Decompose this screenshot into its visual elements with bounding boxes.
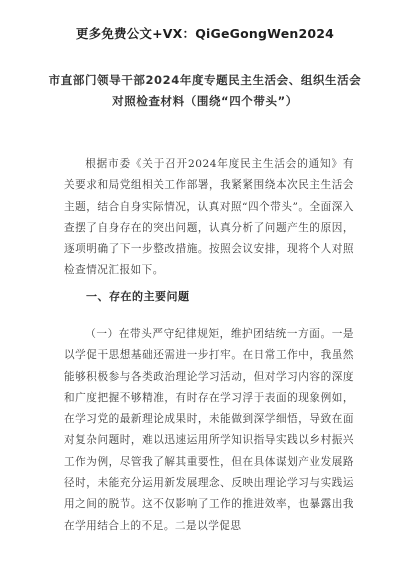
section1-paragraph: （一）在带头严守纪律规矩，维护团结统一方面。一是以学促干思想基础还需进一步打牢。在日常工作中，我虽然能够积极参与各类政治理论学习活动，但对学习内容的深度和广度把握不够精准，有时存在学习浮于表面的现象例如，在学习党的最新理论成果时，未能做到深学细悟，导致在面对复杂问题时，难以迅速运用所学知识指导实践以乡村振兴工作为例，尽管我了解其重要性，但在具体谋划产业发展路径时，未能充分运用新发展理念、反映出理论学习与实践运用之间的脱节。这不仅影响了工作的推进效率，也暴露出我在学用结合上的不足。二是以学促思 (64, 328, 354, 532)
watermark-text: 更多免费公文+VX：QiGeGongWen2024 (75, 26, 335, 41)
document-title-line1: 市直部门领导干部2024年度专题民主生活会、组织生活会 (48, 73, 362, 87)
intro-paragraph: 根据市委《关于召开2024年度民主生活会的通知》有关要求和局党组相关工作部署，我紧紧围绕本次民主生活会主题，结合自身实际情况，认真对照“四个带头”。全面深入查摆了自身存在的突出问题，认真分析了问题产生的原因，逐项明确了下一步整改措施。按照会议安排，现将个人对照检查情况汇报如下。 (64, 158, 354, 277)
document-title-line2: 对照检查材料（围绕“四个带头”） (112, 94, 298, 108)
section-heading-1: 一、存在的主要问题 (86, 290, 190, 303)
